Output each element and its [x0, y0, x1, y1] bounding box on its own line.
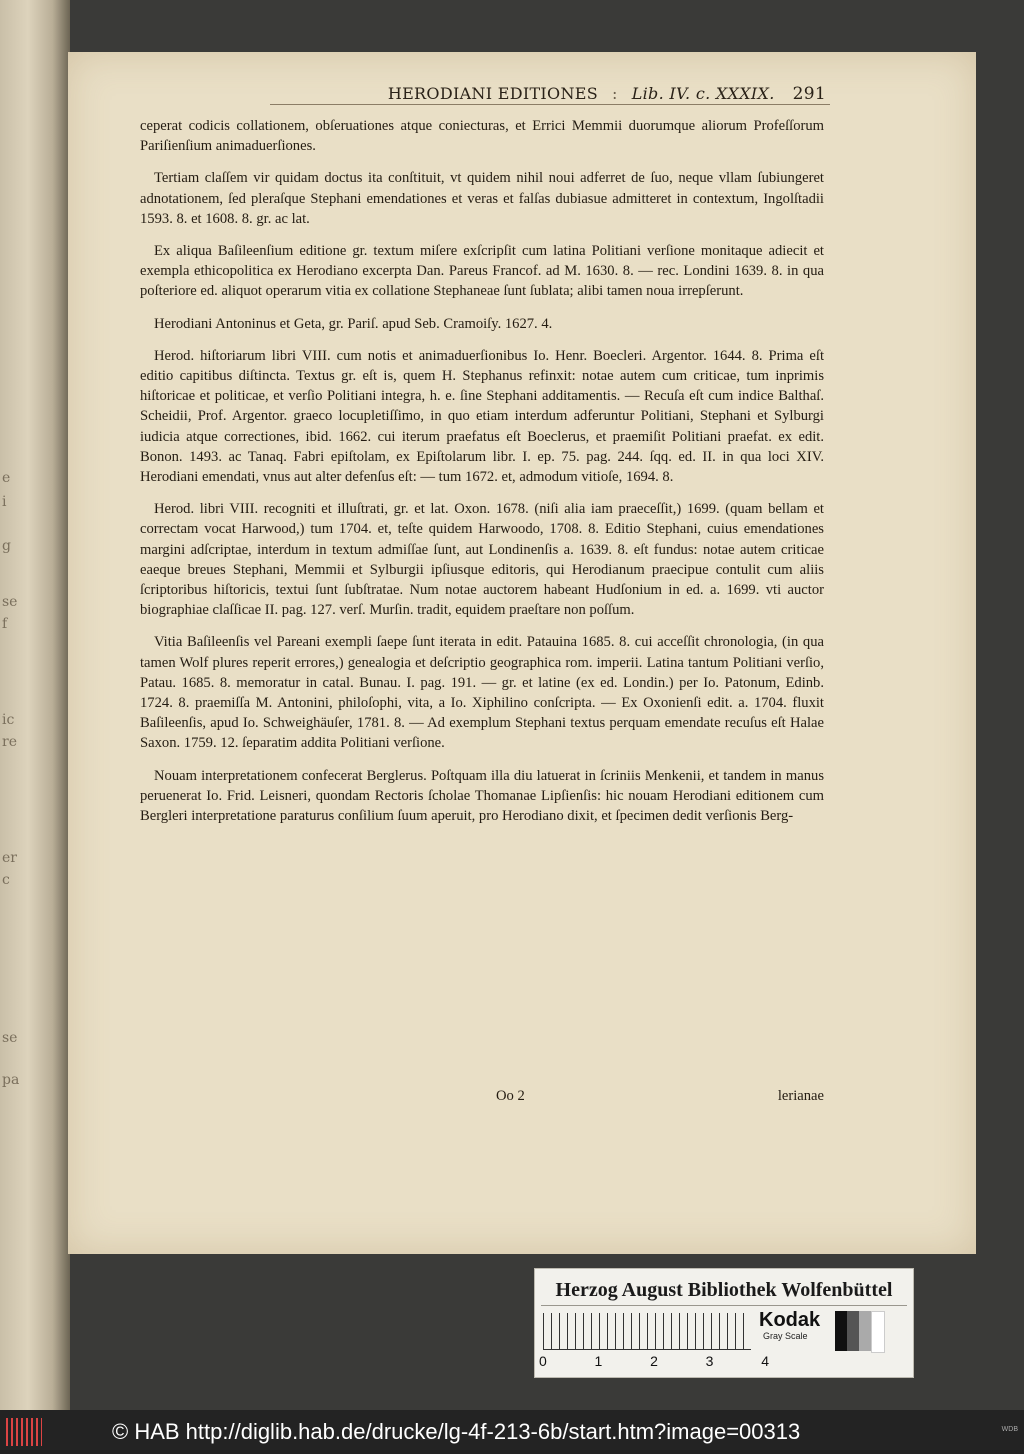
copyright-url[interactable]: © HAB http://diglib.hab.de/drucke/lg-4f-213-6b/start.htm?image=00313 [112, 1419, 801, 1444]
running-header [270, 84, 826, 104]
left-page-fragment: f [2, 616, 8, 632]
paragraph: Herod. hiſtoriarum libri VIII. cum notis et animaduerſionibus Io. Henr. Boecleri. Argentor. 1644. 8. Prima eſt editio capitibus diſtincta. Textus gr. eſt is, quem H. Stephanus refinxit: notae autem cum criticae, tum inprimis hiſtoricae et politicae, et verſio Politiani integra, h. e. ſine Stephani additamentis. — Recuſa eſt cum indice Balthaſ. Scheidii, Prof. Argentor. graeco locupletiſſimo, in quo etiam interdum adferuntur Politiani, Stephani et Sylburgi iudicia atque correctiones, ibid. 1662. cui iterum praefatus eſt Boeclerus, et praemiſit Politiani praefat. ex edit. Bonon. 1493. ac Tanaq. Fabri epiſtolam, ex Epiſtolarum libr. I. ep. 75. pag. 244. ſqq. ed. II. in qua loci XIV. Herodiani emendati, vnus aut alter defenſus eſt: — tum 1672. et, admodum vitioſe, 1694. 8. [140, 347, 824, 486]
scale-ruler [543, 1313, 751, 1350]
scale-number: 0 [539, 1353, 547, 1369]
gray-scale-label: Gray Scale [763, 1331, 808, 1341]
gray-swatch [871, 1311, 885, 1353]
chapter-reference: Lib. IV. c. XXXIX. [631, 84, 775, 103]
paragraph: Vitia Baſileenſis vel Pareani exempli ſaepe ſunt iterata in edit. Patauina 1685. 8. cui acceſſit chronologia, (in qua tamen Wolf plures reperit errores,) genealogia et deſcriptio geographica rom. imperii. Latina tantum Politiani verſio, Patau. 1685. 8. memoratur in catal. Bunau. I. pag. 191. — gr. et latine (ex ed. Londin.) per Io. Patonum, Edinb. 1724. 8. praemiſſa M. Antonini, philoſophi, vita, a Io. Xiphilino conſcripta. — Ex Oxonienſi edit. a. 1704. fluxit Baſileenſis, apud Io. Schweighäuſer, 1781. 8. — Ad exemplum Stephani textus perquam emendate recuſus eſt Halae Saxon. 1759. 12. ſeparatim addita Politiani verſione. [140, 634, 824, 752]
scale-number: 3 [705, 1353, 714, 1369]
left-page-fragment: e [2, 470, 11, 486]
header-separator: : [612, 84, 618, 103]
body-text [140, 116, 824, 838]
left-page-fragment: i [2, 494, 7, 510]
left-page-fragment: re [2, 734, 17, 750]
page-number: 291 [792, 84, 826, 104]
scale-number: 4 [761, 1353, 769, 1369]
left-page-fragment: g [2, 538, 11, 554]
wdb-badge: WDB [1001, 1426, 1018, 1433]
library-color-chart [534, 1268, 914, 1378]
gray-swatch [835, 1311, 847, 1351]
scale-number: 2 [650, 1353, 658, 1369]
left-page-fragment: ic [2, 712, 15, 728]
running-title: HERODIANI EDITIONES [387, 84, 599, 103]
library-name: Herzog August Bibliothek Wolfenbüttel [541, 1275, 907, 1306]
left-page-fragment: pa [2, 1072, 20, 1088]
gray-swatch [859, 1311, 871, 1351]
left-page-fragment: c [2, 872, 10, 888]
paragraph: Nouam interpretationem confecerat Berglerus. Poſtquam illa diu latuerat in ſcriniis Menkenii, et tandem in manus peruenerat Io. Frid. Leisneri, quondam Rectoris ſcholae Thomanae Lipſienſis: hic nouam Herodiani editionem cum Bergleri interpretatione paraturus conſilium ſuum aperuit, pro Herodiano dixit, et ſpecimen dedit verſionis Berg- [140, 767, 824, 825]
left-page-fragment: se [2, 594, 18, 610]
paragraph: ceperat codicis collationem, obſeruationes atque coniecturas, et Errici Memmii duorumque aliorum Profeſſorum Pariſienſium animaduerſiones. [140, 118, 824, 155]
left-page-edge [0, 0, 70, 1410]
catchword: lerianae [777, 1088, 824, 1104]
header-rule [270, 104, 830, 105]
kodak-logo: Kodak [759, 1309, 821, 1331]
paragraph: Herod. libri VIII. recogniti et illuſtrati, gr. et lat. Oxon. 1678. (niſi alia iam praeceſſit,) 1699. (quam bellam et correctam vocat Harwood,) tum 1704. et, teſte quidem Harwoodo, 1708. 8. Editio Stephani, cuius emendationes margini adſcriptae, interdum in textum admiſſae ſunt, aut Londinenſis a. 1639. 8. eſt fundus: notae autem criticae eaeque breues Stephani, Memmii et Sylburgii ipſiusque editoris, qui Herodianum praecipue contulit cum aliis ſcriptoribus hiſtoricis, textui ſunt ſubſtratae. Num notae auctorem habeant Hudſonium in ed. a. 1699. vti auctor biographiae claſſicae II. pag. 127. verſ. Murſin. tradit, equidem praeſtare non poſſum. [140, 501, 824, 619]
paragraph: Tertiam claſſem vir quidam doctus ita conſtituit, vt quidem nihil noui adferret de ſuo, neque vllam ſubiungeret adnotationem, ſed pleraſque Stephani emendationes et veras et falſas dubiasue admitteret in contextum, Ingolſtadii 1593. 8. et 1608. 8. gr. ac lat. [140, 170, 824, 227]
scale-numbers [539, 1353, 769, 1369]
left-page-fragment: se [2, 1030, 18, 1046]
hab-logo-icon [6, 1418, 42, 1446]
viewer-footer [0, 1410, 1024, 1454]
signature-mark: Oo 2 [496, 1088, 525, 1104]
scale-number: 1 [594, 1353, 603, 1369]
gray-swatch [847, 1311, 859, 1351]
left-page-fragment: er [2, 850, 17, 866]
paragraph: Ex aliqua Baſileenſium editione gr. textum miſere exſcripſit cum latina Politiani verſione monitaque adiecit et exempla ethicopolitica ex Herodiano excerpta Dan. Pareus Francof. ad M. 1630. 8. — rec. Londini 1639. 8. in qua poſteriore ed. aliquot operarum vitia ex collatione Stephaneae ſunt ſublata; alibi tamen noua irrepſerunt. [140, 243, 824, 300]
paragraph: Herodiani Antoninus et Geta, gr. Pariſ. apud Seb. Cramoiſy. 1627. 4. [154, 315, 553, 332]
